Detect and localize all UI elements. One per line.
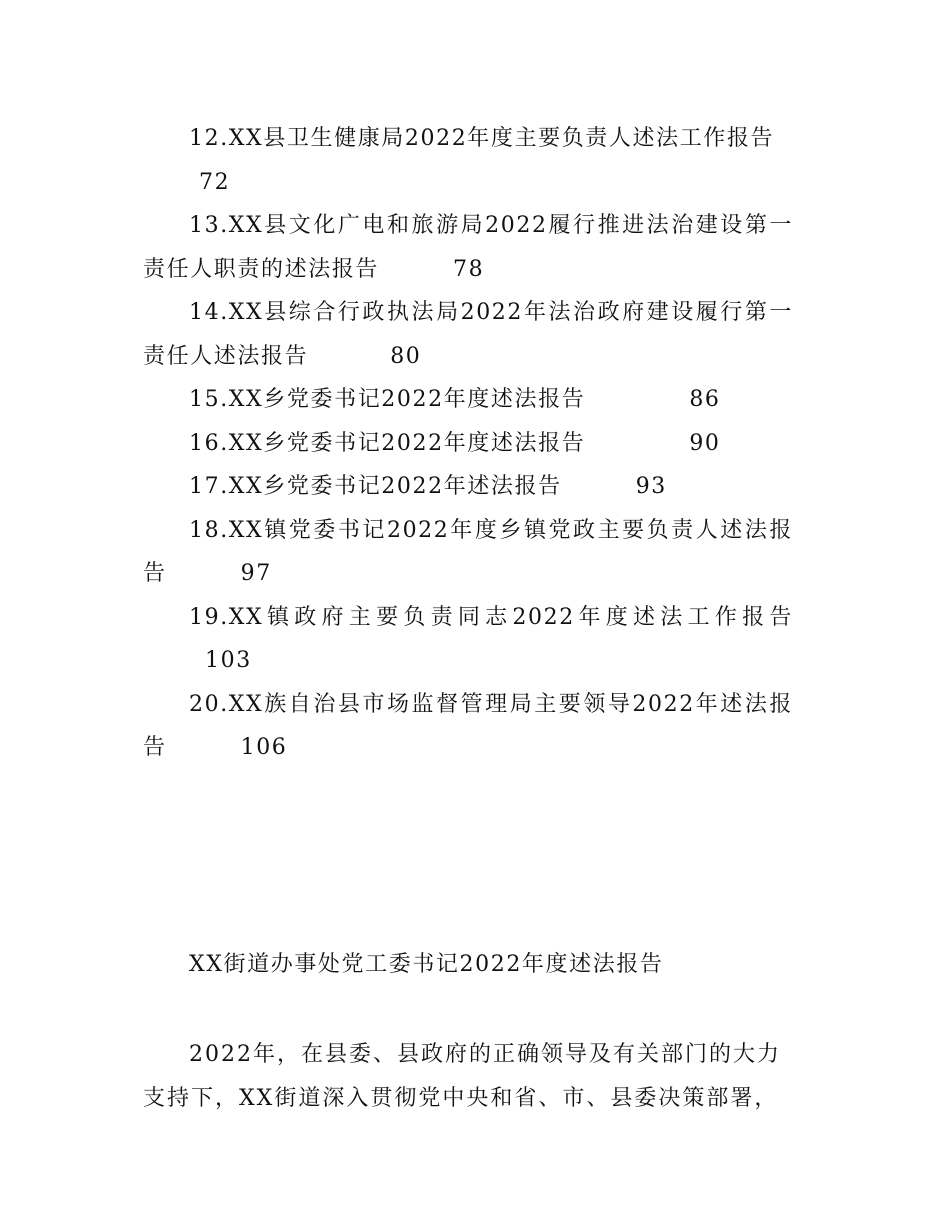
toc-entry-page-number: 106 (240, 735, 288, 760)
toc-entry[interactable] (143, 117, 793, 204)
toc-entry-title: 14.XX县综合行政执法局2022年法治政府建设履行第一责任人述法报告 (143, 300, 793, 369)
toc-entry-title: 19.XX镇政府主要负责同志2022年度述法工作报告 (189, 604, 793, 630)
toc-entry[interactable] (143, 465, 793, 509)
toc-entry-title: 17.XX乡党委书记2022年述法报告 (189, 474, 562, 499)
toc-entry-title: 13.XX县文化广电和旅游局2022履行推进法治建设第一责任人职责的述法报告 (143, 213, 793, 282)
toc-entry-title: 12.XX县卫生健康局2022年度主要负责人述法工作报告 (189, 126, 775, 151)
toc-entry-page-number: 93 (635, 474, 667, 499)
article-paragraph: 2022年，在县委、县政府的正确领导及有关部门的大力支持下，XX街道深入贯彻党中央和省、市、县委决策部署， (143, 1042, 781, 1111)
toc-entry-page-number: 72 (199, 169, 231, 195)
toc-entry-title: 16.XX乡党委书记2022年度述法报告 (189, 430, 586, 456)
toc-entry-page-number: 78 (453, 256, 485, 282)
toc-entry[interactable] (143, 509, 793, 596)
toc-entry-title: 18.XX镇党委书记2022年度乡镇党政主要负责人述法报告 (143, 517, 793, 586)
table-of-contents (143, 117, 793, 770)
toc-entry-title: 15.XX乡党委书记2022年度述法报告 (189, 387, 586, 412)
toc-entry[interactable] (143, 378, 793, 422)
toc-entry-page-number: 97 (240, 561, 272, 586)
toc-entry-page-number: 90 (689, 430, 721, 456)
toc-entry[interactable] (143, 204, 793, 291)
toc-entry-page-number: 80 (390, 343, 422, 369)
toc-entry-title: 20.XX族自治县市场监督管理局主要领导2022年述法报告 (143, 691, 793, 760)
toc-entry[interactable] (143, 596, 793, 683)
toc-entry[interactable] (143, 683, 793, 770)
toc-entry[interactable] (143, 291, 793, 378)
article-title: XX街道办事处党工委书记2022年度述法报告 (189, 952, 664, 977)
toc-entry-page-number: 86 (689, 387, 721, 412)
toc-entry-page-number: 103 (205, 648, 252, 673)
toc-entry[interactable] (143, 422, 793, 466)
